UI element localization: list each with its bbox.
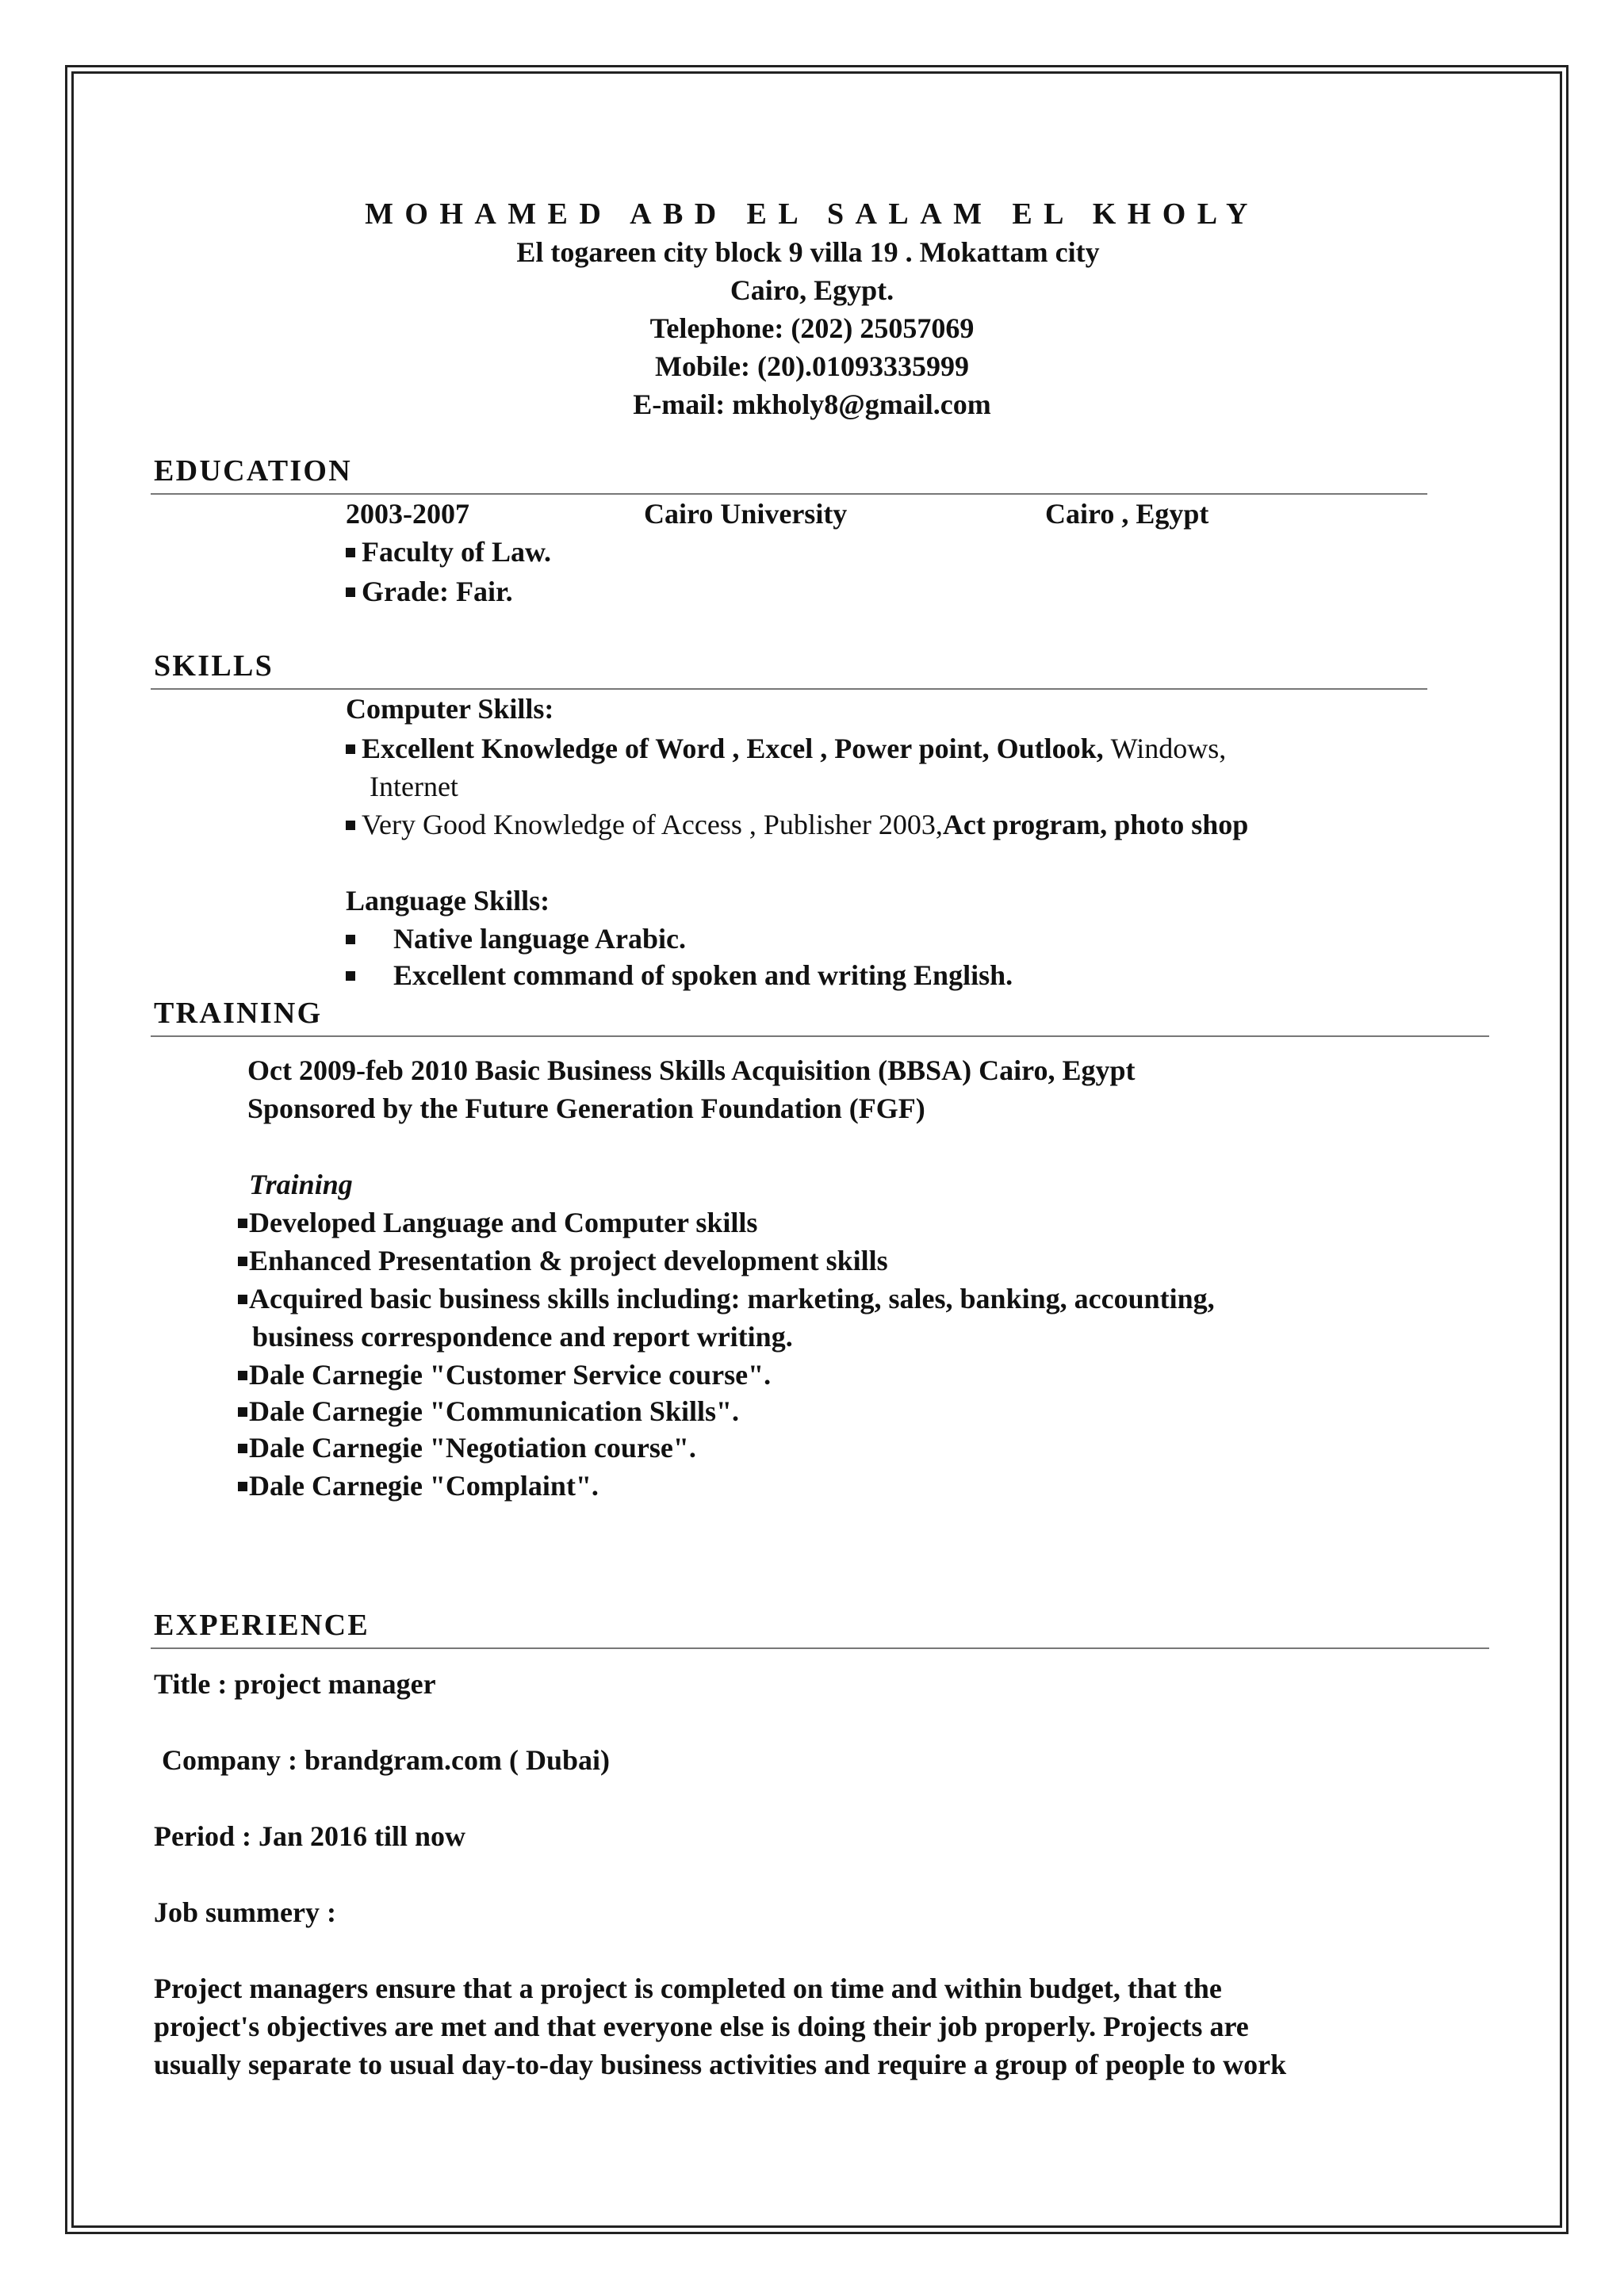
education-heading: EDUCATION [154,454,352,488]
company: Company : brandgram.com ( Dubai) [162,1744,611,1776]
training-item: Enhanced Presentation & project development skills [238,1243,888,1278]
training-item: Dale Carnegie "Communication Skills". [238,1394,739,1429]
training-heading: TRAINING [154,997,323,1030]
training-program: Oct 2009-feb 2010 Basic Business Skills Acquisition (BBSA) Cairo, Egypt [247,1054,1136,1086]
education-years: 2003-2007 [346,498,469,530]
summary-line: project's objectives are met and that everyone else is doing their job properly. Projects are [154,2011,1249,2042]
education-item: Grade: Fair. [346,574,513,609]
education-item: Faculty of Law. [346,534,551,569]
training-divider [151,1035,1489,1037]
training-subheading: Training [249,1169,353,1200]
training-item: Dale Carnegie "Negotiation course". [238,1430,696,1465]
bullet-icon [346,935,355,944]
city-line: Cairo, Egypt. [730,274,894,306]
education-institution: Cairo University [644,498,848,530]
email-line: E-mail: mkholy8@gmail.com [633,388,991,420]
computer-skill-item: Very Good Knowledge of Access , Publisher 2003,Act program, photo shop [346,807,1248,842]
experience-heading: EXPERIENCE [154,1609,370,1642]
training-item-continuation: business correspondence and report writing. [252,1321,793,1353]
bullet-icon [346,971,355,981]
bullet-icon [238,1257,247,1266]
language-skill-item: Native language Arabic. [346,921,686,956]
period: Period : Jan 2016 till now [154,1820,465,1852]
bullet-icon [346,744,355,754]
computer-skill-item-continuation: Internet [370,771,458,802]
training-item: Dale Carnegie "Complaint". [238,1468,599,1503]
education-divider [151,493,1427,495]
job-summary-label: Job summery : [154,1896,336,1928]
mobile-line: Mobile: (20).01093335999 [655,350,969,382]
bullet-icon [346,587,355,597]
training-sponsor: Sponsored by the Future Generation Foundation (FGF) [247,1093,925,1124]
job-title: Title : project manager [154,1668,436,1700]
summary-line: Project managers ensure that a project is completed on time and within budget, that the [154,1973,1222,2004]
bullet-icon [238,1219,247,1228]
experience-divider [151,1647,1489,1649]
bullet-icon [238,1407,247,1417]
training-item: Developed Language and Computer skills [238,1205,757,1240]
summary-line: usually separate to usual day-to-day business activities and require a group of people to work [154,2049,1287,2080]
skills-divider [151,688,1427,690]
candidate-name: MOHAMED ABD EL SALAM EL KHOLY [365,197,1259,231]
language-skill-item: Excellent command of spoken and writing English. [346,958,1013,993]
computer-skills-title: Computer Skills: [346,693,554,725]
education-location: Cairo , Egypt [1045,498,1209,530]
computer-skill-item: Excellent Knowledge of Word , Excel , Power point, Outlook, Windows, [346,731,1226,766]
bullet-icon [238,1482,247,1491]
bullet-icon [238,1444,247,1453]
bullet-icon [346,548,355,557]
language-skills-title: Language Skills: [346,885,550,916]
skills-heading: SKILLS [154,649,274,683]
bullet-icon [346,821,355,830]
training-item: Dale Carnegie "Customer Service course". [238,1357,771,1392]
bullet-icon [238,1371,247,1380]
address-line: El togareen city block 9 villa 19 . Mokattam city [516,236,1100,268]
telephone-line: Telephone: (202) 25057069 [649,312,975,344]
bullet-icon [238,1295,247,1304]
training-item: Acquired basic business skills including: marketing, sales, banking, accounting, [238,1281,1215,1316]
